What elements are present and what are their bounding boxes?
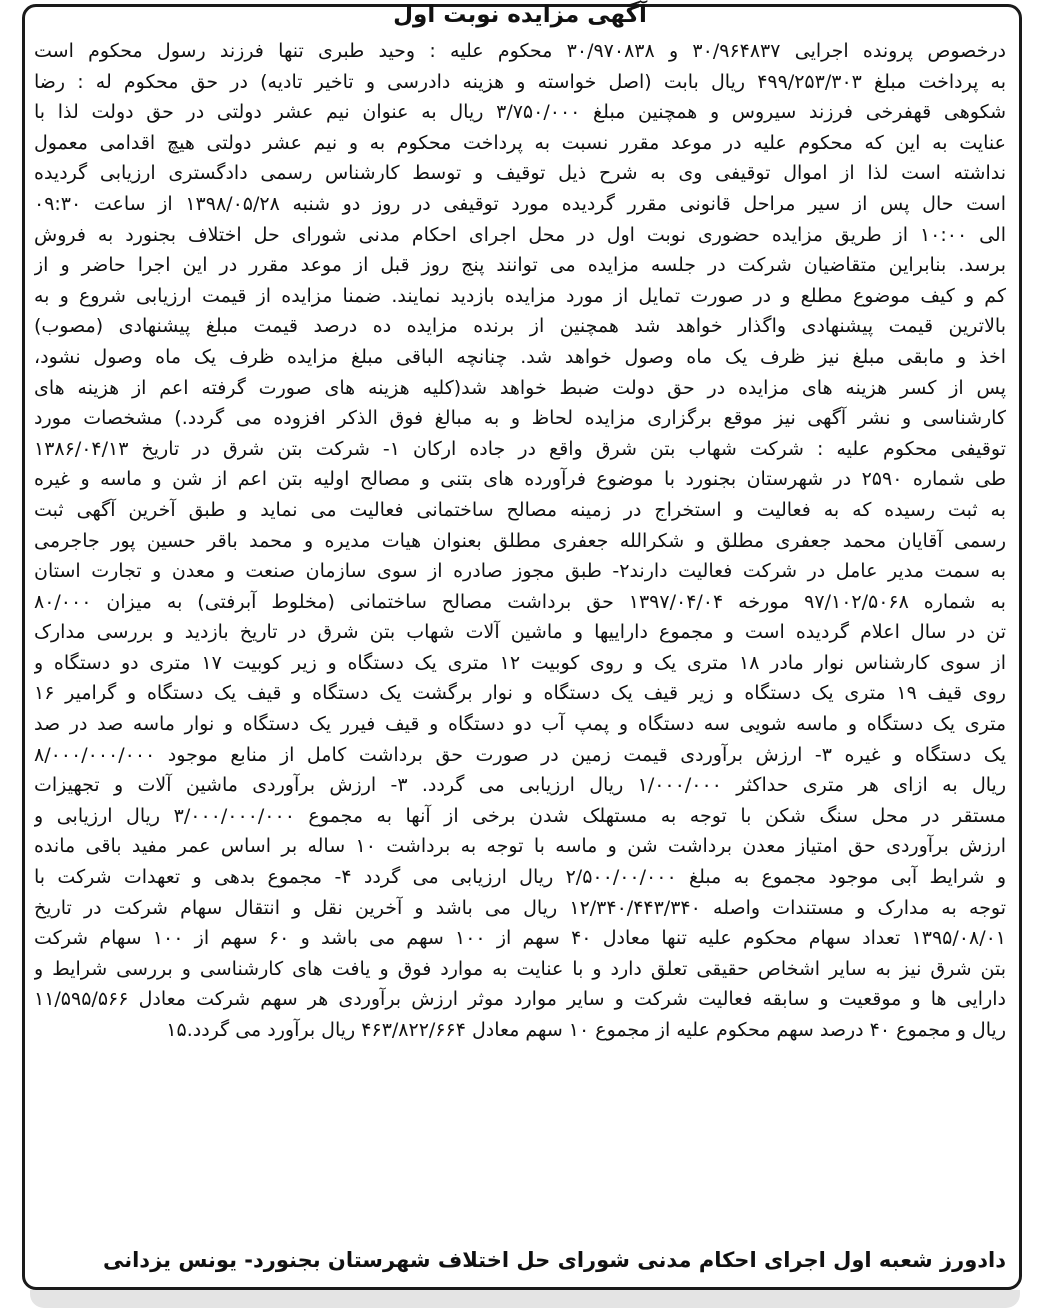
notice-title: آگهی مزایده نوبت اول: [393, 2, 647, 28]
notice-line: ریال و مجموع ۴۰ درصد سهم محکوم علیه از مجموع ۱۰ سهم معادل ۴۶۳/۸۲۲/۶۶۴ ریال برآورد می گردد.۱۵: [166, 1019, 1006, 1041]
notice-line: به ثبت رسیده که به فعالیت و استخراج در زمینه مصالح ساختمانی فعالیت می نماید و طبق آخرین آگهی ثبت: [34, 498, 1006, 521]
notice-line: به پرداخت مبلغ ۴۹۹/۲۵۳/۳۰۳ ریال بابت (اصل خواسته و هزینه دادرسی و تاخیر تادیه) در حق محکوم له : رضا: [34, 70, 1006, 93]
notice-line: بالاترین قیمت پیشنهادی واگذار خواهد شد همچنین از برنده مزایده ده درصد قیمت مبلغ پیشنهادی (مصوب): [34, 315, 1006, 338]
notice-line: نداشته است لذا از اموال توقیفی وی به شرح ذیل توقیف و توسط کارشناس رسمی دادگستری ارزیابی گردیده: [34, 162, 1006, 185]
notice-line: تن در سال اعلام گردیده است و مجموع داراییها و ماشین آلات شهاب بتن شرق در تاریخ بازدید و بررسی مدارک: [34, 621, 1006, 644]
notice-line: دارایی ها و موقعیت و سابقه فعالیت شرکت و سایر موارد موثر ارزش برآوردی هر سهم شرکت معادل ۱۱/۵۹۵/۵۶۶: [34, 988, 1006, 1011]
notice-line: ارزش برآوردی حق امتیاز معدن برداشت شن و ماسه با توجه به برداشت ۱۰ ساله بر اساس عمر مفید باقی مانده: [34, 835, 1006, 858]
notice-signature: دادورز شعبه اول اجرای احکام مدنی شورای حل اختلاف شهرستان بجنورد- یونس یزدانی: [102, 1248, 1006, 1272]
notice-line: ریال به ازای هر متری حداکثر ۱/۰۰۰/۰۰۰ ریال ارزیابی می گردد. ۳- ارزش برآوردی ماشین آلات و تجهیزات: [34, 774, 1006, 797]
notice-line: کارشناسی و نشر آگهی نیز موقع برگزاری مزایده لحاظ و به مبالغ فوق الذکر افزوده می گردد.) مشخصات مورد: [34, 407, 1006, 430]
notice-line: عنایت به این که محکوم علیه در موعد مقرر نسبت به پرداخت محکوم به و نیم عشر دولتی هیچ اقدامی معمول: [34, 131, 1006, 154]
notice-line: درخصوص پرونده اجرایی ۳۰/۹۶۴۸۳۷ و ۳۰/۹۷۰۸۳۸ محکوم علیه : وحید طبری تنها فرزند رسول محکوم است: [34, 40, 1006, 62]
notice-line: توقیفی محکوم علیه : شرکت شهاب بتن شرق واقع در جاده ارکان ۱- شرکت بتن شرق در تاریخ ۱۳۸۶/۰۴/۱۳: [34, 437, 1006, 460]
notice-body: [34, 36, 1006, 1046]
notice-line: و شرایط آبی موجود مجموع به مبلغ ۲/۵۰۰/۰۰/۰۰۰ ریال ارزیابی می گردد ۴- مجموع بدهی و تعهدات شرکت با: [34, 866, 1006, 889]
notice-line: اخذ و مابقی مبلغ نیز ظرف یک ماه وصول خواهد شد. چنانچه الباقی مبلغ مزایده ظرف یک ماه وصول نشود،: [34, 345, 1006, 368]
notice-line: توجه به مدارک و مستندات واصله ۱۲/۳۴۰/۴۴۳/۳۴۰ ریال می باشد و آخرین نقل و انتقال سهام شرکت در تاریخ: [34, 896, 1006, 919]
notice-line: بتن شرق نیز به سایر اشخاص حقیقی تعلق دارد و با عنایت به موارد فوق و یافت های کارشناسی و بررسی شرایط و: [34, 957, 1006, 980]
notice-line: الی ۱۰:۰۰ از طریق مزایده حضوری نوبت اول در محل اجرای احکام مدنی شورای حل اختلاف بجنورد به فروش: [34, 223, 1006, 246]
notice-line: رسمی آقایان محمد جعفری مطلق و شکرالله جعفری مطلق بعنوان هیات مدیره و محمد باقر حسین پور جاجرمی: [34, 529, 1006, 552]
notice-line: پس از کسر هزینه های مزایده در حق دولت ضبط خواهد شد(کلیه هزینه های صورت گرفته اعم از هزینه های: [34, 376, 1006, 399]
notice-line: طی شماره ۲۵۹۰ در شهرستان بجنورد با موضوع فرآورده های بتنی و مصالح اولیه بتن اعم از شن و ماسه و غیره: [34, 468, 1006, 491]
notice-line: متری یک دستگاه و ماسه شویی سه دستگاه و پمپ آب دو دستگاه و قیف فیرر یک دستگاه و نوار ماسه صد در صد: [34, 713, 1006, 736]
notice-line: روی قیف ۱۹ متری یک دستگاه و زیر قیف یک دستگاه و نوار برگشت یک دستگاه و قیف یک دستگاه و گرامیر ۱۶: [34, 682, 1006, 705]
notice-line: به شماره ۹۷/۱۰۲/۵۰۶۸ مورخه ۱۳۹۷/۰۴/۰۴ حق برداشت مصالح ساختمانی (مخلوط آبرفتی) به میزان ۸۰/۰۰۰: [34, 590, 1006, 613]
notice-line: ۱۳۹۵/۰۸/۰۱ تعداد سهام محکوم علیه تنها معادل ۴۰ سهم از ۱۰۰ سهم می باشد و ۶۰ سهم از ۱۰۰ سهام شرکت: [34, 927, 1006, 950]
notice-line: شکوهی قهفرخی فرزند سیروس و همچنین مبلغ ۳/۷۵۰/۰۰۰ ریال به عنوان نیم عشر دولتی در حق دولت لذا با: [34, 101, 1006, 124]
notice-line: به سمت مدیر عامل در شرکت فعالیت دارند۲- طبق مجوز صادره از سوی سازمان صنعت و معدن و تجارت استان: [34, 560, 1006, 583]
notice-line: است حال پس از سیر مراحل قانونی مقرر گردیده مورد توقیفی در روز دو شنبه ۱۳۹۸/۰۵/۲۸ از ساعت ۰۹:۳۰: [34, 192, 1006, 215]
notice-line: از سوی کارشناس نوار مادر ۱۸ متری یک و روی کوبیت ۱۲ متری یک دستگاه و زیر کوبیت ۱۷ متری دو دستگاه و: [34, 651, 1006, 674]
notice-line: برسد. بنابراین متقاضیان شرکت در جلسه مزایده می توانند پنج روز قبل از موعد مقرر در این اجرا حاضر و از: [34, 254, 1006, 277]
frame-shadow: [30, 1290, 1020, 1308]
notice-line: یک دستگاه و غیره ۳- ارزش برآوردی قیمت زمین در صورت حق برداشت کامل از منابع موجود ۸/۰۰۰/۰۰۰/۰۰۰: [34, 743, 1006, 766]
notice-line: مستقر در محل سنگ شکن با توجه به مستهلک شدن برخی از آنها به مجموع ۳/۰۰۰/۰۰۰/۰۰۰ ریال ارزیابی و: [34, 804, 1006, 827]
notice-line: کم و کیف موضوع مطلع و در صورت تمایل از مورد مزایده بازدید نمایند. ضمنا مزایده از قیمت ارزیابی شروع و به: [34, 284, 1006, 307]
